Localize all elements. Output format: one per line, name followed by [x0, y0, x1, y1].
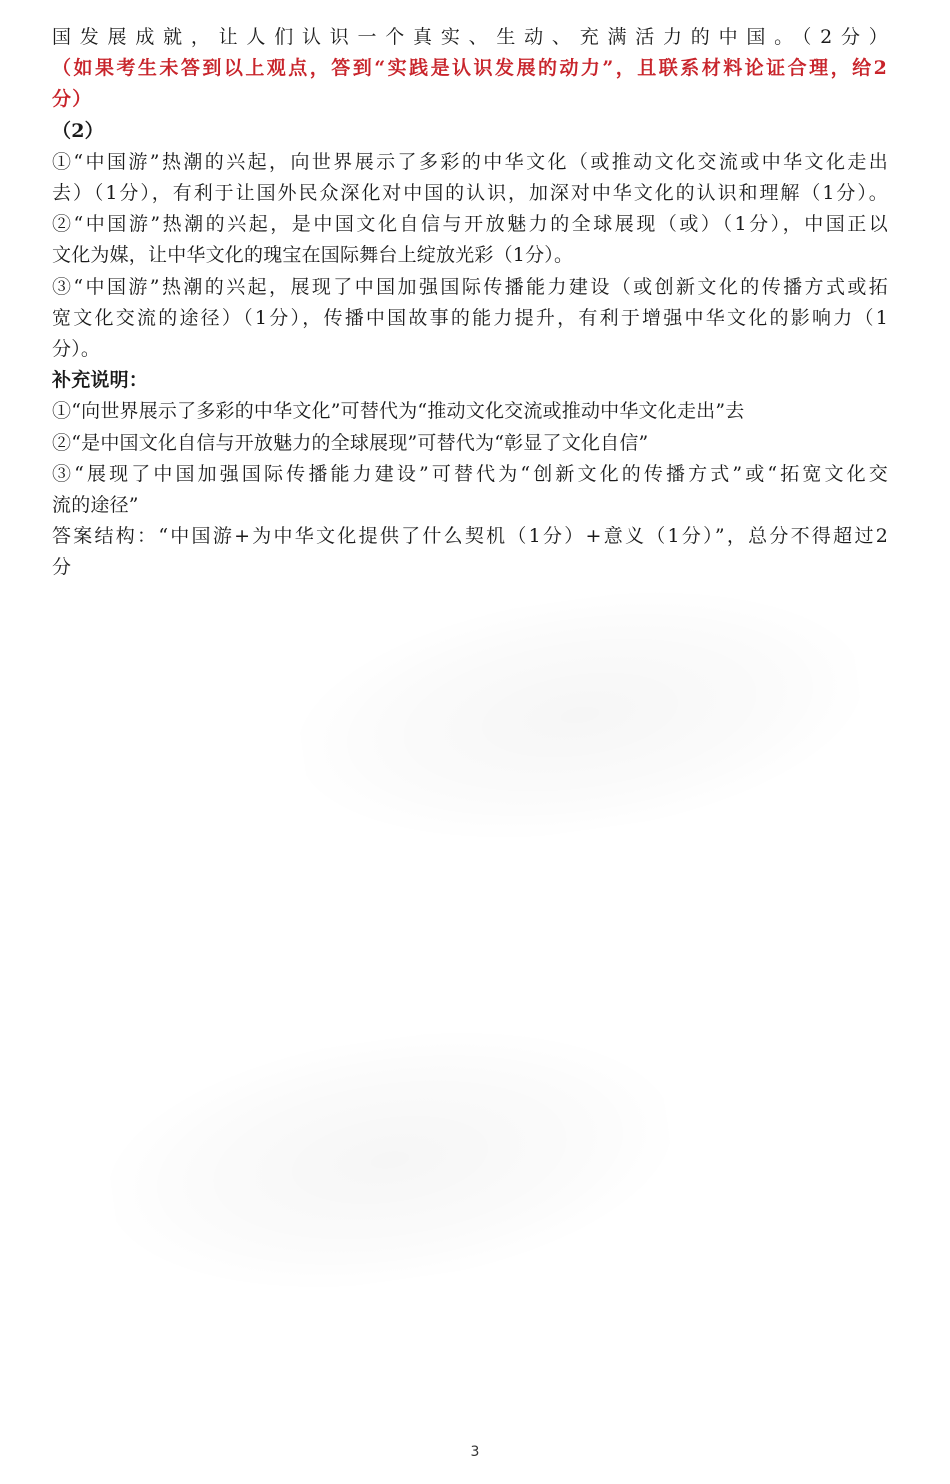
text-line: 分）。 [52, 338, 101, 361]
scan-smudge [287, 562, 874, 868]
red-note-line: 分） [52, 88, 93, 111]
text-line: 国发展成就，让人们认识一个真实、生动、充满活力的中国。（2分） [52, 26, 888, 48]
supplement-item-2: ②“是中国文化自信与开放魅力的全球展现”可替代为“彰显了文化自信” [52, 431, 649, 454]
scan-smudge [96, 1002, 684, 1318]
text-line: 流的途径” [52, 494, 139, 517]
answer-point-1: ①“中国游”热潮的兴起，向世界展示了多彩的中华文化（或推动文化交流或中华文化走出 [52, 150, 888, 173]
answer-point-3: ③“中国游”热潮的兴起，展现了中国加强国际传播能力建设（或创新文化的传播方式或拓 [52, 275, 888, 298]
supplement-item-3: ③“展现了中国加强国际传播能力建设”可替代为“创新文化的传播方式”或“拓宽文化交 [52, 462, 888, 485]
answer-point-2: ②“中国游”热潮的兴起，是中国文化自信与开放魅力的全球展现（或）（1分），中国正以 [52, 213, 888, 236]
page-number: 3 [470, 1444, 480, 1460]
text-line: 宽文化交流的途径）（1分），传播中国故事的能力提升，有利于增强中华文化的影响力（1 [52, 306, 888, 329]
red-note-line: （如果考生未答到以上观点，答到“实践是认识发展的动力”，且联系材料论证合理，给2 [52, 57, 888, 80]
text-line: 去）（1分），有利于让国外民众深化对中国的认识，加深对中华文化的认识和理解（1分）。 [52, 182, 888, 205]
answer-text-block [52, 22, 888, 584]
text-line: 分 [52, 556, 72, 579]
supplement-heading: 补充说明： [52, 369, 149, 392]
section-heading: （2） [52, 119, 104, 142]
supplement-item-1: ①“向世界展示了多彩的中华文化”可替代为“推动文化交流或推动中华文化走出”去 [52, 400, 745, 423]
text-line: 文化为媒，让中华文化的瑰宝在国际舞台上绽放光彩（1分）。 [52, 244, 574, 267]
answer-structure-line: 答案结构：“中国游+为中华文化提供了什么契机（1分）+意义（1分）”，总分不得超过2 [52, 525, 888, 548]
